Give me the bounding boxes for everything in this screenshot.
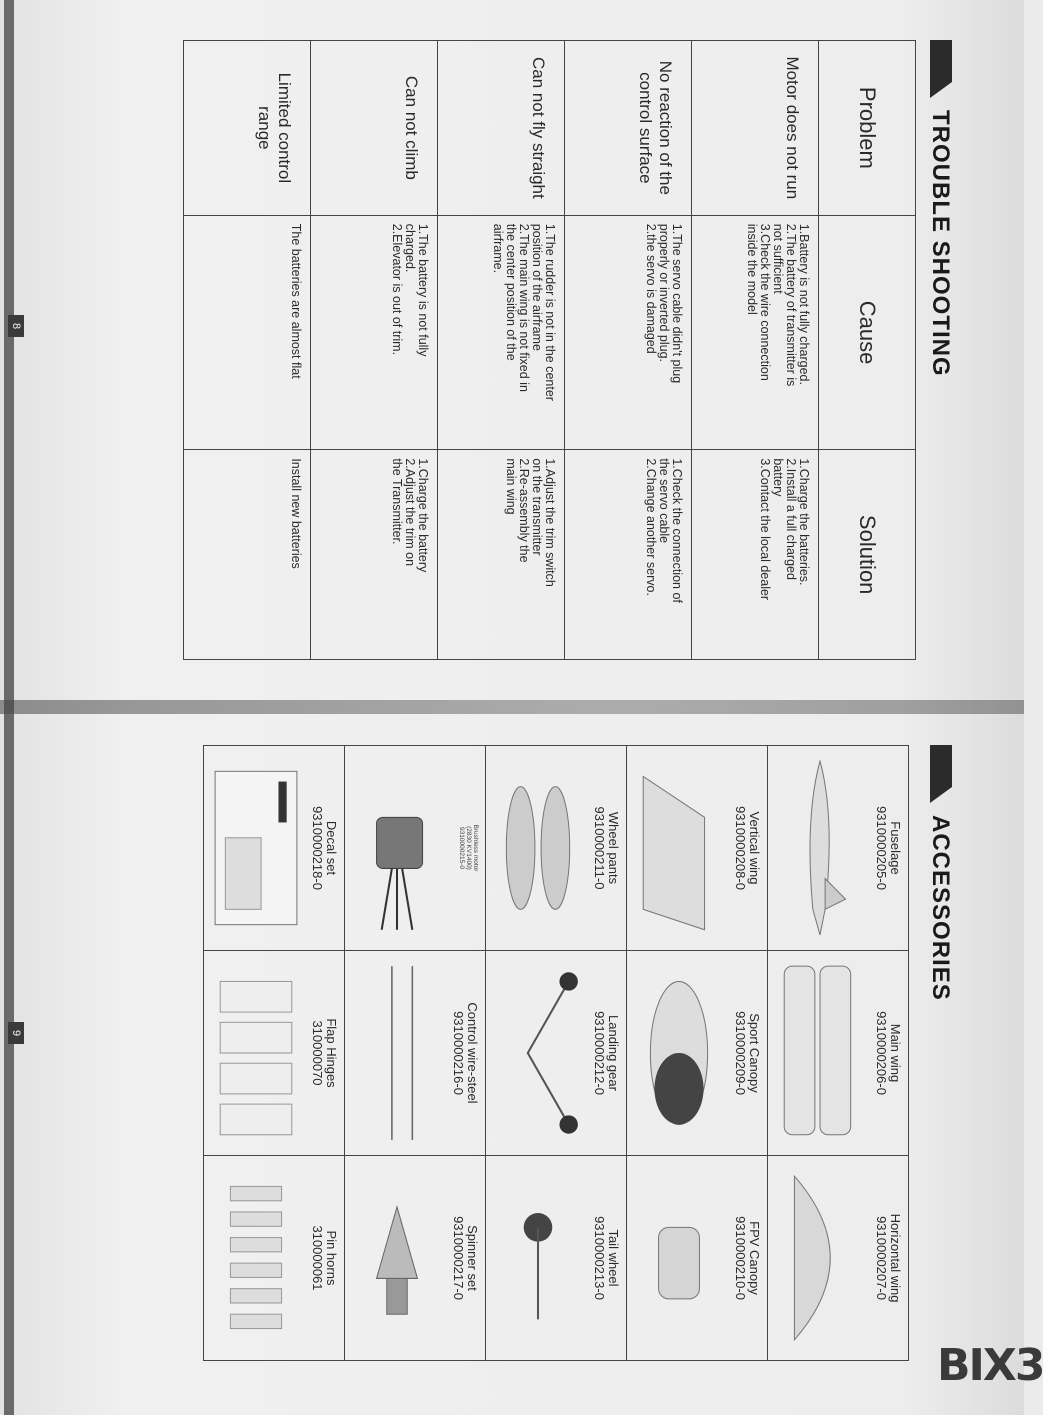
- tail-wheel-image: [492, 1166, 584, 1350]
- accessory-row: [204, 746, 345, 1361]
- solution-line: 2.Install a full charged: [784, 458, 798, 580]
- accessory-part-number: 9310000209-0: [733, 1011, 748, 1095]
- accessory-part-number: 9310000211-0: [592, 806, 607, 890]
- solution-line: 2.Re-assembly the: [517, 458, 531, 563]
- accessory-part-number: 9310000217-0: [451, 1216, 466, 1300]
- cause-cell: [184, 215, 311, 450]
- problem-cell: Can not fly straight: [438, 41, 565, 216]
- cause-line: 1.Battery is not fully charged.: [797, 223, 811, 385]
- vertical-wing-image: [633, 756, 725, 940]
- table-row: [692, 41, 819, 660]
- page-accessories: [0, 707, 1043, 1415]
- landing-gear-image: [492, 961, 584, 1145]
- solution-line: 1.Adjust the trim switch: [543, 458, 557, 587]
- table-row: [438, 41, 565, 660]
- accessory-row: [345, 746, 486, 1361]
- cause-cell: [565, 215, 692, 450]
- cause-line: 1.The battery is not fully: [416, 223, 430, 357]
- accessory-name: Pin horns: [324, 1230, 339, 1286]
- brand-logo: BIX3: [937, 1340, 1043, 1391]
- solution-line: main wing: [504, 458, 518, 515]
- header-solution: Solution: [819, 450, 916, 660]
- accessory-row: [627, 746, 768, 1361]
- accessory-cell: [627, 951, 768, 1156]
- cause-line: 3.Check the wire connection: [758, 223, 772, 381]
- accessory-part-number: 9310000207-0: [874, 1216, 889, 1300]
- accessory-cell: [345, 951, 486, 1156]
- accessory-part-number: 9310000210-0: [733, 1216, 748, 1300]
- brushless-motor-image: [351, 756, 443, 940]
- accessory-cell: [345, 746, 486, 951]
- accessory-name: Vertical wing: [747, 811, 762, 885]
- accessory-note: Brushless motor: [472, 824, 479, 872]
- table-row: [311, 41, 438, 660]
- spinner-set-image: [351, 1166, 443, 1350]
- accessory-cell: [768, 1156, 909, 1361]
- accessory-cell: [486, 951, 627, 1156]
- solution-line: 1.Charge the batteries.: [797, 458, 811, 586]
- cause-line: The batteries are almost flat: [289, 223, 303, 379]
- cause-line: 1.The servo cable didn't plug: [670, 223, 684, 384]
- cause-line: 2.the servo is damaged: [644, 223, 658, 354]
- accessory-cell: [627, 746, 768, 951]
- fpv-canopy-image: [633, 1166, 725, 1350]
- pin-horns-image: [210, 1166, 302, 1350]
- accessory-name: Tail wheel: [606, 1229, 621, 1287]
- accessory-name: Flap Hinges: [324, 1018, 339, 1088]
- fuselage-image: [774, 756, 866, 940]
- accessory-name: Fuselage: [888, 821, 903, 875]
- main-wing-image: [774, 961, 866, 1145]
- solution-cell: [311, 450, 438, 660]
- cause-line: 2.The main wing is not fixed in: [517, 223, 531, 392]
- accessory-name: Main wing: [888, 1023, 903, 1083]
- sport-canopy-image: [633, 961, 725, 1145]
- control-wire-image: [351, 961, 443, 1145]
- page-number: 8: [8, 315, 24, 337]
- section-title: ACCESSORIES: [927, 815, 954, 1001]
- header-cause: Cause: [819, 215, 916, 450]
- cause-cell: [311, 215, 438, 450]
- accessory-part-number: 9310000218-0: [310, 806, 325, 890]
- cause-line: airframe.: [491, 223, 505, 274]
- accessory-name: Control wire-steel: [465, 1002, 480, 1104]
- cause-line: 2.Elevator is out of trim.: [390, 223, 404, 356]
- cause-line: 1.The rudder is not in the center: [543, 223, 557, 401]
- cause-line: position of the airframe: [530, 223, 544, 351]
- solution-cell: [184, 450, 311, 660]
- accessory-cell: [345, 1156, 486, 1361]
- cause-line: the center position of the: [504, 223, 518, 361]
- accessory-cell: [768, 746, 909, 951]
- accessory-cell: [627, 1156, 768, 1361]
- accessory-part-number: 310000070: [310, 1020, 325, 1086]
- solution-line: 3.Contact the local dealer: [758, 458, 772, 601]
- accessory-part-number: 310000061: [310, 1225, 325, 1291]
- flap-hinges-image: [210, 961, 302, 1145]
- solution-line: Install new batteries: [289, 458, 303, 569]
- cause-line: not sufficient: [771, 223, 785, 294]
- accessory-name: Wheel pants: [606, 811, 621, 885]
- accessory-name: Sport Canopy: [747, 1013, 762, 1093]
- cause-line: charged.: [403, 223, 417, 273]
- accessory-cell: [204, 1156, 345, 1361]
- accessory-part-number: 9310000212-0: [592, 1011, 607, 1095]
- accessory-cell: [204, 746, 345, 951]
- header-arrow: [930, 787, 952, 803]
- accessory-name: FPV Canopy: [747, 1221, 762, 1295]
- wheel-pants-image: [492, 756, 584, 940]
- accessories-table: [203, 745, 909, 1361]
- accessory-note: (2830 KV1400): [465, 826, 472, 870]
- accessory-part-number: 9310000213-0: [592, 1216, 607, 1300]
- cause-line: properly or inverted plug.: [657, 223, 671, 363]
- table-row: [565, 41, 692, 660]
- cause-cell: [692, 215, 819, 450]
- accessory-name: Decal set: [324, 820, 339, 876]
- header-bar: [930, 745, 952, 787]
- solution-line: battery: [771, 458, 785, 497]
- trouble-shooting-table: [183, 40, 916, 660]
- problem-cell: Can not climb: [311, 41, 438, 216]
- problem-cell: Limited control range: [184, 41, 311, 216]
- accessory-name: Landing gear: [606, 1015, 621, 1091]
- solution-line: on the transmitter: [530, 458, 544, 556]
- accessory-part-number: 9310000216-0: [451, 1011, 466, 1095]
- accessory-cell: [768, 951, 909, 1156]
- accessory-cell: [486, 1156, 627, 1361]
- solution-cell: [692, 450, 819, 660]
- solution-line: 1.Charge the battery: [416, 458, 430, 573]
- table-row: [184, 41, 311, 660]
- problem-cell: No reaction of the control surface: [565, 41, 692, 216]
- accessory-cell: [204, 951, 345, 1156]
- page-number: 9: [8, 1022, 24, 1044]
- cause-line: inside the model: [745, 223, 759, 315]
- solution-line: 1.Check the connection of: [670, 458, 684, 603]
- solution-cell: [438, 450, 565, 660]
- section-title: TROUBLE SHOOTING: [927, 110, 954, 377]
- accessory-name: Horizontal wing: [888, 1213, 903, 1303]
- accessory-row: [486, 746, 627, 1361]
- solution-line: the servo cable: [657, 458, 671, 544]
- header-bar: [930, 40, 952, 82]
- cause-line: 2.The battery of transmitter is: [784, 223, 798, 387]
- accessory-part-number: 9310000206-0: [874, 1011, 889, 1095]
- accessory-name: Spinner set: [465, 1225, 480, 1291]
- accessory-part-number: 9310000205-0: [874, 806, 889, 890]
- horizontal-wing-image: [774, 1166, 866, 1350]
- cause-cell: [438, 215, 565, 450]
- page-trouble-shooting: [0, 0, 1024, 707]
- solution-cell: [565, 450, 692, 660]
- header-arrow: [930, 82, 952, 98]
- solution-line: the Transmitter.: [390, 458, 404, 545]
- solution-line: 2.Change another servo.: [644, 458, 658, 596]
- decal-set-image: [210, 756, 302, 940]
- table-header-row: [819, 41, 916, 660]
- header-problem: Problem: [819, 41, 916, 216]
- solution-line: 2.Adjust the trim on: [403, 458, 417, 567]
- accessory-part-number: 9310000208-0: [733, 806, 748, 890]
- problem-cell: Motor does not run: [692, 41, 819, 216]
- accessory-cell: [486, 746, 627, 951]
- accessory-note: 9310000215-0: [458, 827, 465, 869]
- accessory-row: [768, 746, 909, 1361]
